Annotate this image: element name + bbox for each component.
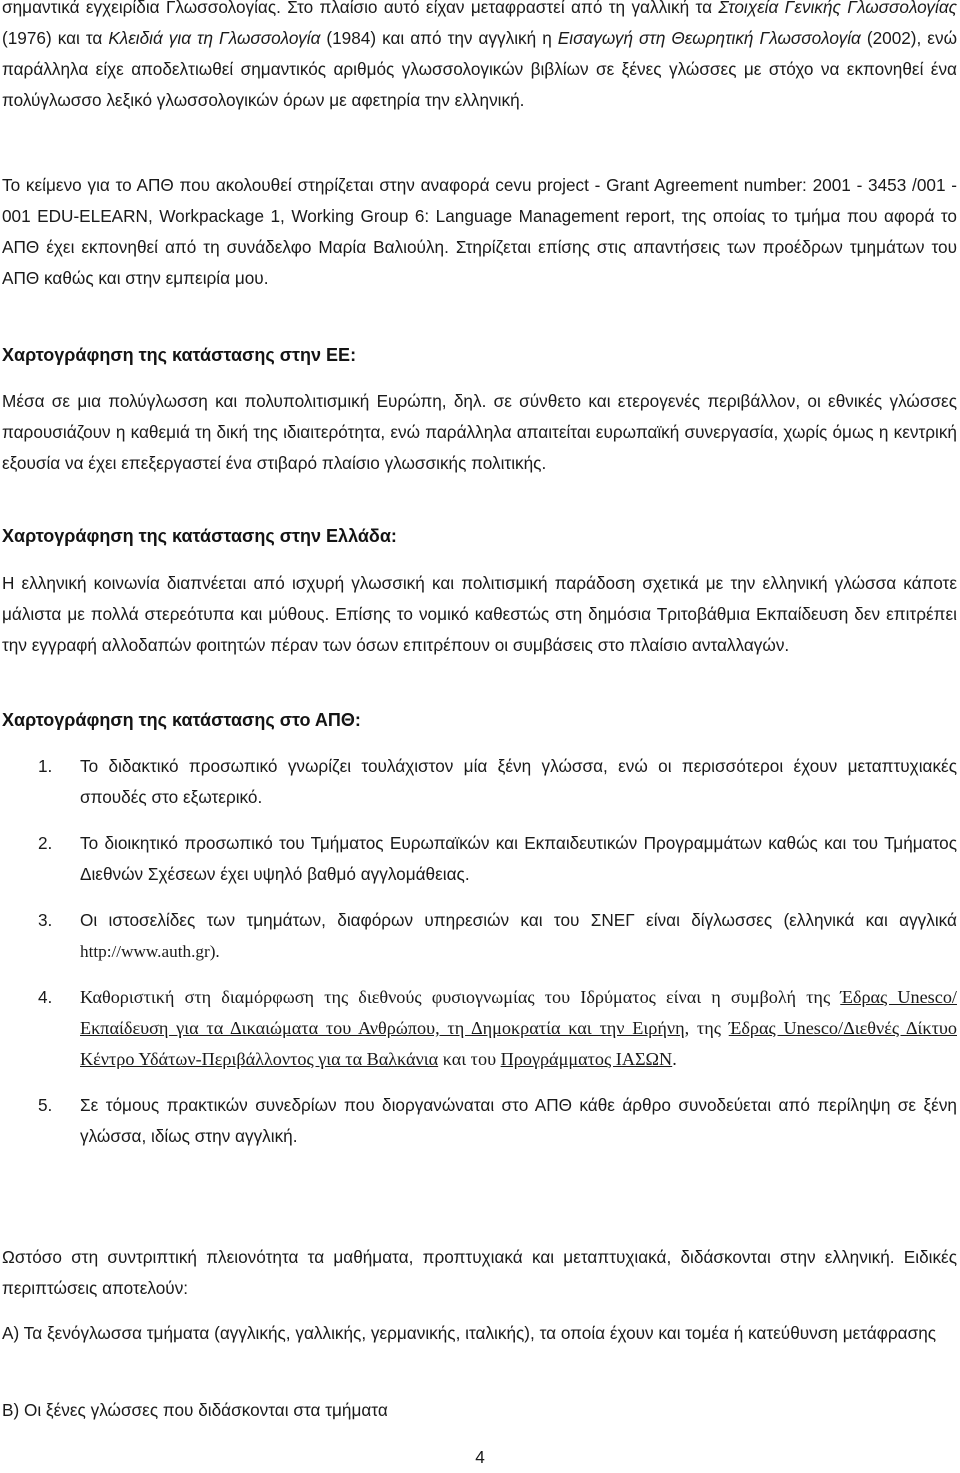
auth-list [0, 751, 957, 1167]
heading-eu: Χαρτογράφηση της κατάστασης στην ΕΕ: [2, 345, 357, 365]
iason-program-link[interactable]: Προγράμματος ΙΑΣΩΝ [500, 1049, 673, 1069]
heading-auth: Χαρτογράφηση της κατάστασης στο ΑΠΘ: [2, 710, 361, 730]
list-number: 3. [38, 910, 53, 930]
intro-text: (1984) και από την αγγλική η [320, 28, 558, 48]
list-text: , της [684, 1018, 729, 1038]
list-number: 4. [38, 987, 53, 1007]
list-item [0, 828, 957, 890]
list-item [0, 982, 957, 1075]
list-number: 1. [38, 756, 53, 776]
list-number: 2. [38, 833, 53, 853]
book-title: Στοιχεία Γενικής Γλωσσολογίας [718, 0, 957, 17]
closing-paragraph: Ωστόσο στη συντριπτική πλειονότητα τα μαθήματα, προπτυχιακά και μεταπτυχιακά, διδάσκονται στην ελληνική. Ειδικές περιπτώσεις αποτελούν: [2, 1247, 957, 1298]
list-text: Το διδακτικό προσωπικό γνωρίζει τουλάχιστον μία ξένη γλώσσα, ενώ οι περισσότεροι έχουν μεταπτυχιακές σπουδές στο εξωτερικό. [80, 756, 957, 807]
book-title: Κλειδιά για τη Γλωσσολογία [108, 28, 321, 48]
list-text: . [672, 1049, 677, 1069]
unesco-chair-link[interactable]: Έδρας Unesco/Εκπαίδευση για τα Δικαιώματα του Ανθρώπου, τη Δημοκρατία και την Ειρήνη [80, 987, 957, 1038]
source-paragraph: Το κείμενο για το ΑΠΘ που ακολουθεί στηρίζεται στην αναφορά cevu project - Grant Agreement number: 2001 - 3453 /001 - 001 EDU-ELEARN, Workpackage 1, Working Group 6: Language Management report, της οποίας το τμήμα που αφορά το ΑΠΘ έχει εκπονηθεί από τη συνάδελφο Μαρία Βαλιούλη. Στηρίζεται επίσης στις απαντήσεις των προέδρων τμημάτων του ΑΠΘ καθώς και στην εμπειρία μου. [2, 175, 957, 288]
list-text: ). [209, 942, 220, 961]
list-text: Σε τόμους πρακτικών συνεδρίων που διοργανώναται στο ΑΠΘ κάθε άρθρο συνοδεύεται από περίληψη σε ξένη γλώσσα, ιδίως στην αγγλική. [80, 1095, 957, 1146]
list-item [0, 905, 957, 967]
list-item [0, 1090, 957, 1152]
unesco-water-link[interactable]: Έδρας Unesco/Διεθνές Δίκτυο Κέντρο Υδάτων-Περιβάλλοντος για τα Βαλκάνια [80, 1018, 957, 1069]
list-item [0, 751, 957, 813]
special-case-b: Β) Οι ξένες γλώσσες που διδάσκονται στα τμήματα [2, 1400, 388, 1420]
website-url[interactable]: http://www.auth.gr [80, 942, 210, 961]
book-title: Εισαγωγή στη Θεωρητική Γλωσσολογία [557, 28, 861, 48]
list-number: 5. [38, 1095, 53, 1115]
list-text: και του [438, 1049, 501, 1069]
intro-text: (2002), ενώ παράλληλα είχε αποδελτιωθεί σημαντικός αριθμός γλωσσολογικών βιβλίων σε ξένες γλώσσες με στόχο να εκπονηθεί ένα πολύγλωσσο λεξικό γλωσσολογικών όρων με αφετηρία την ελληνική. [2, 28, 957, 110]
greece-paragraph: Η ελληνική κοινωνία διαπνέεται από ισχυρή γλωσσική και πολιτισμική παράδοση σχετικά με την ελληνική γλώσσα κάποτε μάλιστα με πολλά στερεότυπα και μύθους. Επίσης το νομικό καθεστώς στη δημόσια Τριτοβάθμια Εκπαίδευση δεν επιτρέπει την εγγραφή αλλοδαπών φοιτητών πέραν των όσων επιτρέπουν οι συμβάσεις στο πλαίσιο ανταλλαγών. [2, 573, 957, 655]
intro-paragraph [2, 0, 957, 116]
special-case-a: Α) Τα ξενόγλωσσα τμήματα (αγγλικής, γαλλικής, γερμανικής, ιταλικής), τα οποία έχουν και τομέα ή κατεύθυνση μετάφρασης [2, 1323, 937, 1343]
list-text: Καθοριστική στη διαμόρφωση της διεθνούς φυσιογνωμίας του Ιδρύματος είναι η συμβολή της [80, 987, 841, 1007]
intro-text: σημαντικά εγχειρίδια Γλωσσολογίας. Στο πλαίσιο αυτό είχαν μεταφραστεί από τη γαλλική τα [2, 0, 719, 17]
heading-greece: Χαρτογράφηση της κατάστασης στην Ελλάδα: [2, 526, 397, 546]
page-number: 4 [475, 1447, 485, 1467]
list-text: Το διοικητικό προσωπικό του Τμήματος Ευρωπαϊκών και Εκπαιδευτικών Προγραμμάτων καθώς και του Τμήματος Διεθνών Σχέσεων έχει υψηλό βαθμό αγγλομάθειας. [80, 833, 957, 884]
list-text: Οι ιστοσελίδες των τμημάτων, διαφόρων υπηρεσιών και του ΣΝΕΓ είναι δίγλωσσες (ελληνικά και αγγλικά [80, 910, 957, 930]
intro-text: (1976) και τα [2, 28, 109, 48]
eu-paragraph: Μέσα σε μια πολύγλωσση και πολυπολιτισμική Ευρώπη, δηλ. σε σύνθετο και ετερογενές περιβάλλον, οι εθνικές γλώσσες παρουσιάζουν η καθεμιά τη δική της ιδιαιτερότητα, ενώ παράλληλα απαιτείται ευρωπαϊκή συνεργασία, χωρίς όμως η κεντρική εξουσία να έχει επεξεργαστεί ένα στιβαρό πλαίσιο γλωσσικής πολιτικής. [2, 391, 957, 473]
